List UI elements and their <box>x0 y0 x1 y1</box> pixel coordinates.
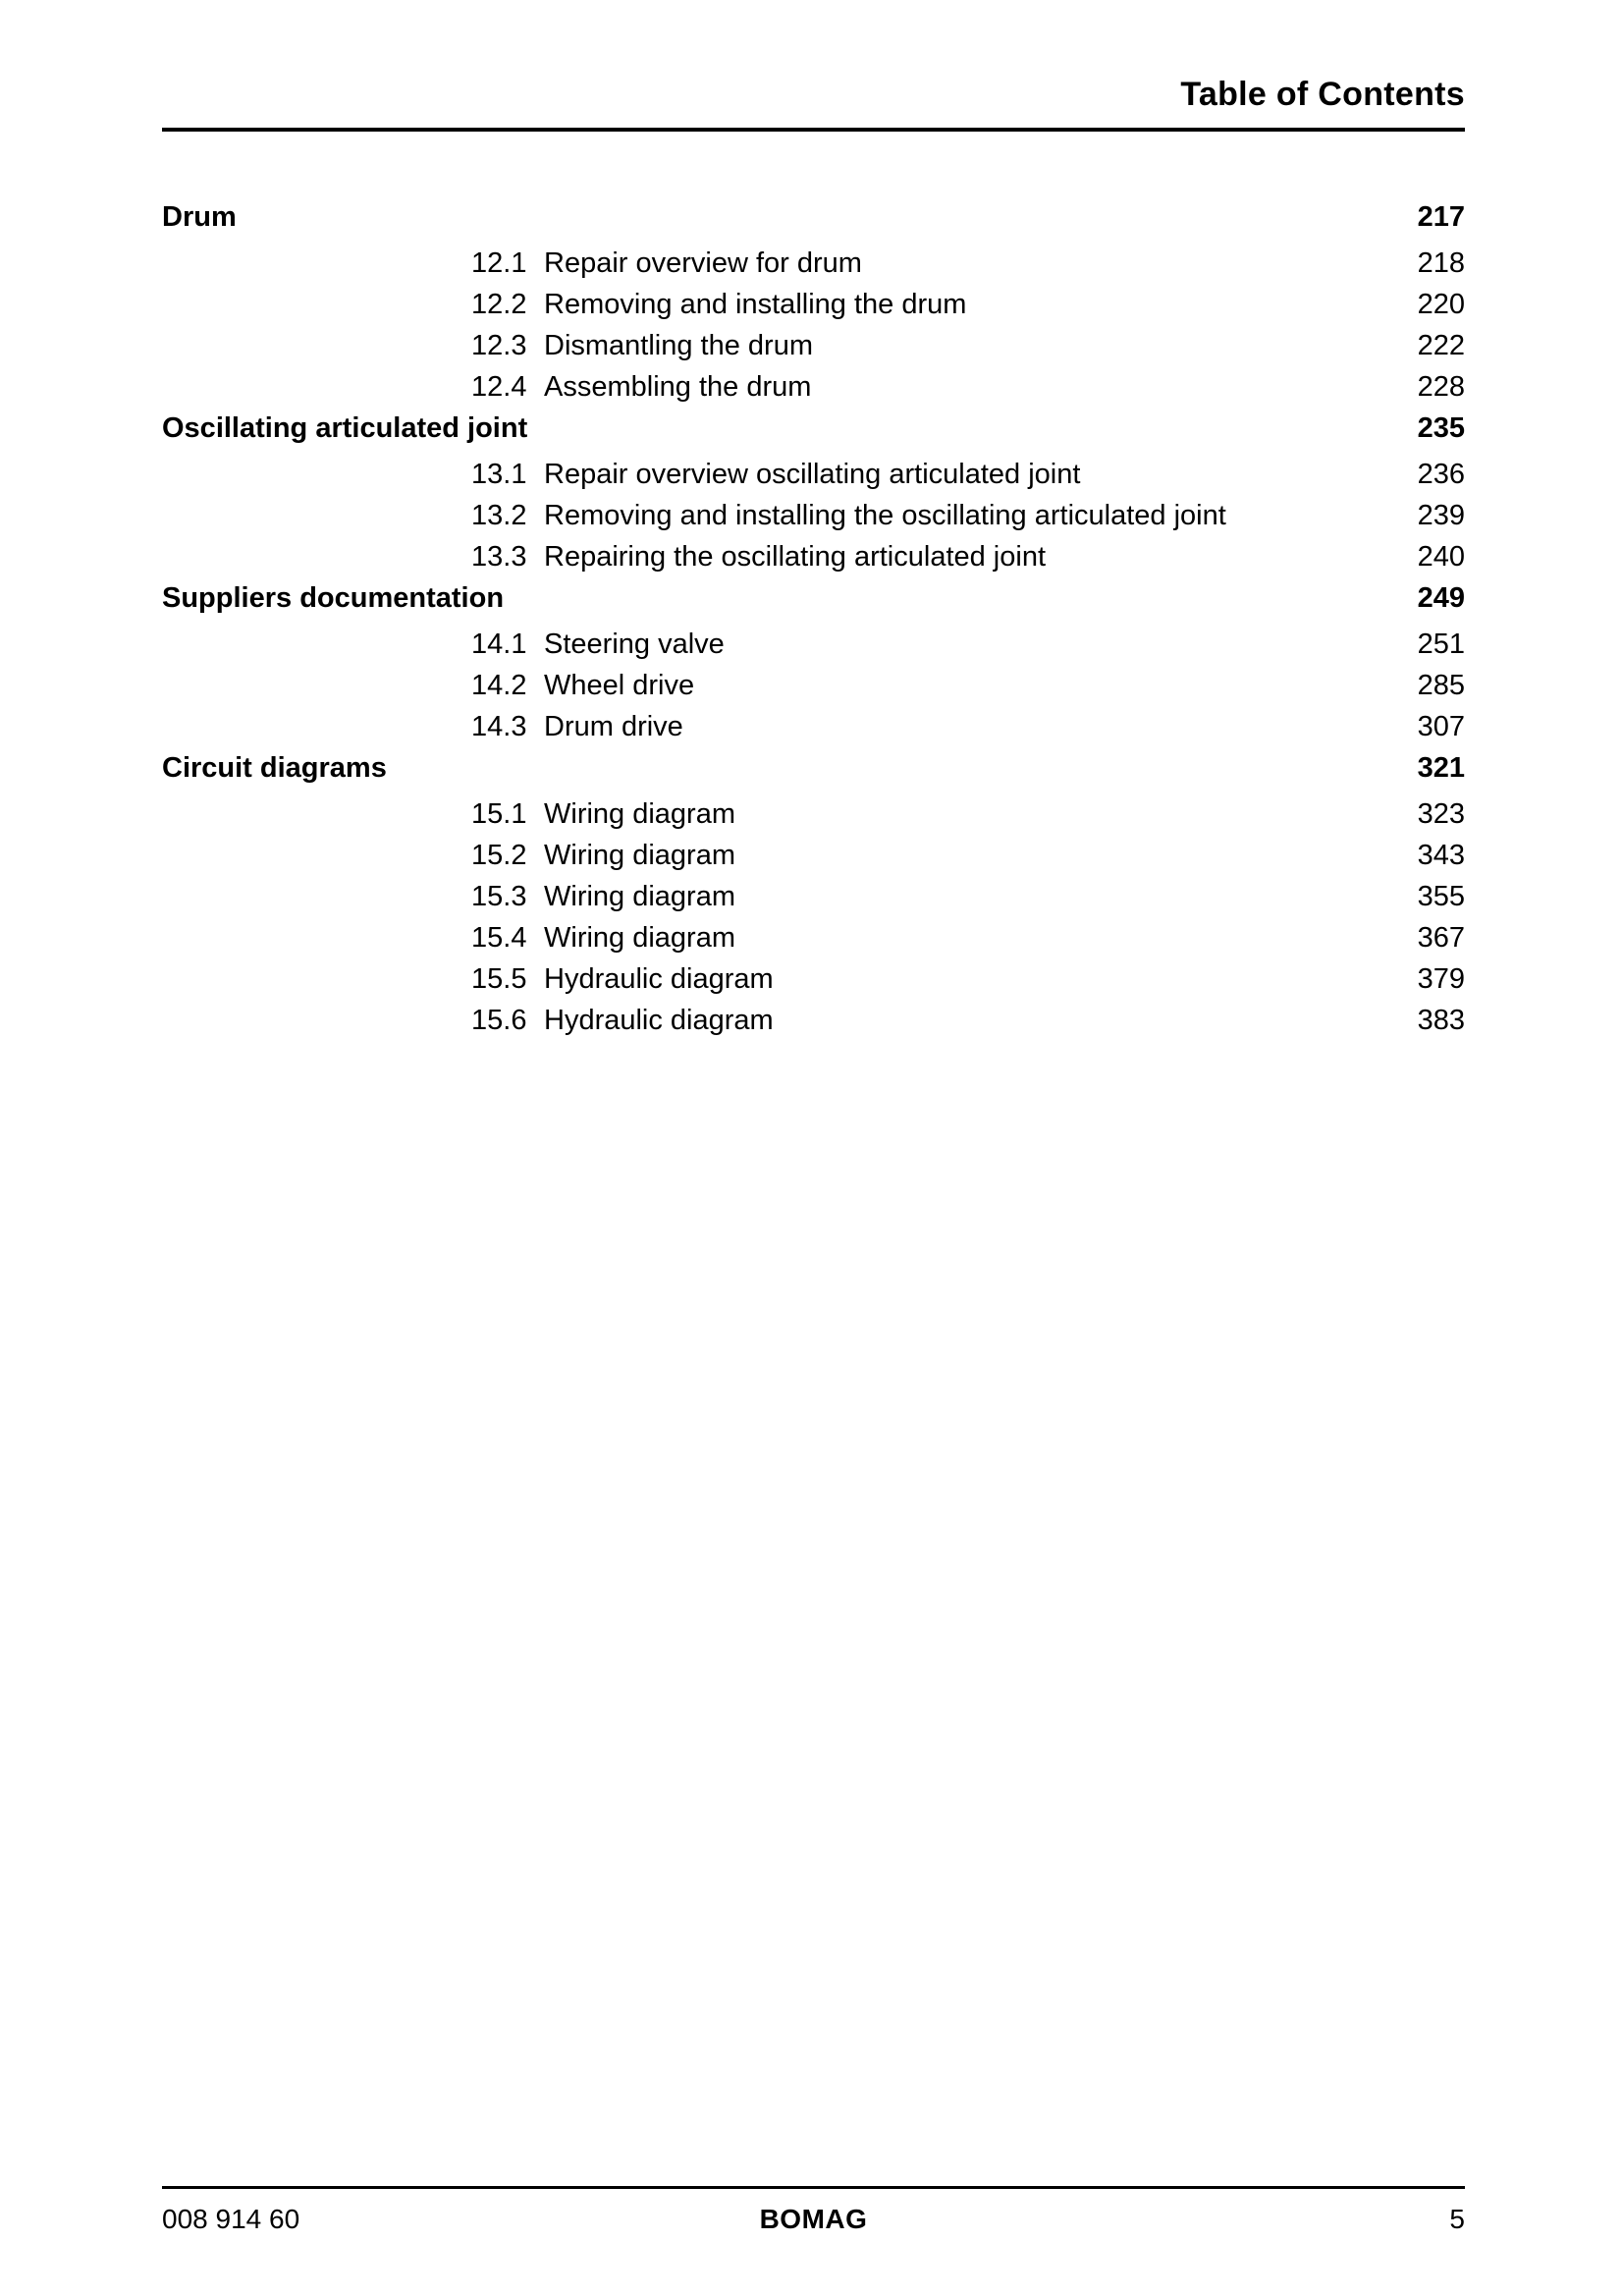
toc-section-number: 12.3 <box>471 330 527 361</box>
toc-section-title: Hydraulic diagram <box>544 1005 774 1036</box>
toc-section-row <box>162 958 1465 1000</box>
toc-section-title: Wiring diagram <box>544 881 735 912</box>
footer-doc-number: 008 914 60 <box>162 2204 300 2234</box>
toc-section-page: 228 <box>1417 371 1465 403</box>
toc-section-page: 379 <box>1417 963 1465 995</box>
toc-section-title: Wiring diagram <box>544 922 735 954</box>
toc-chapter-page: 249 <box>1417 582 1465 614</box>
toc-section-row <box>162 835 1465 876</box>
toc-chapter-title: Circuit diagrams <box>162 752 387 784</box>
toc-section-number: 12.2 <box>471 289 527 320</box>
toc-section-title: Dismantling the drum <box>544 330 813 361</box>
toc-section-row <box>162 624 1465 665</box>
toc-section-page: 355 <box>1417 881 1465 912</box>
toc-section-row <box>162 876 1465 917</box>
toc-section-page: 323 <box>1417 798 1465 830</box>
toc-chapter-page: 321 <box>1417 752 1465 784</box>
toc-section-title: Assembling the drum <box>544 371 812 403</box>
toc-section-number: 13.1 <box>471 459 527 490</box>
toc-section-number: 15.1 <box>471 798 527 830</box>
toc-section-row <box>162 495 1465 536</box>
footer-divider <box>162 2186 1465 2189</box>
toc-section-row <box>162 454 1465 495</box>
toc-section-title: Repairing the oscillating articulated joint <box>544 541 1047 573</box>
toc-section-number: 15.4 <box>471 922 527 954</box>
toc-section-page: 307 <box>1417 711 1465 742</box>
toc-section-number: 12.1 <box>471 247 527 279</box>
toc-section-page: 343 <box>1417 840 1465 871</box>
toc-section-page: 240 <box>1417 541 1465 573</box>
toc-section-title: Wiring diagram <box>544 840 735 871</box>
toc-section-number: 15.6 <box>471 1005 527 1036</box>
toc-section-number: 13.2 <box>471 500 527 531</box>
footer-brand: BOMAG <box>759 2204 868 2234</box>
toc-section-row <box>162 1000 1465 1041</box>
toc-chapter-page: 217 <box>1417 201 1465 233</box>
toc-section-row <box>162 284 1465 325</box>
toc-section-number: 13.3 <box>471 541 527 573</box>
toc-section-number: 14.3 <box>471 711 527 742</box>
toc-section-title: Removing and installing the drum <box>544 289 967 320</box>
toc-section-page: 383 <box>1417 1005 1465 1036</box>
toc-section-title: Wiring diagram <box>544 798 735 830</box>
footer-line <box>162 2203 1465 2236</box>
toc-section-title: Repair overview oscillating articulated joint <box>544 459 1081 490</box>
toc-section-title: Removing and installing the oscillating articulated joint <box>544 500 1226 531</box>
toc-chapter-row <box>162 577 1465 619</box>
toc-section-row <box>162 243 1465 284</box>
toc-section-number: 15.3 <box>471 881 527 912</box>
toc-section-title: Hydraulic diagram <box>544 963 774 995</box>
toc-section-number: 15.2 <box>471 840 527 871</box>
toc-section-row <box>162 706 1465 747</box>
toc-section-row <box>162 793 1465 835</box>
toc-section-page: 367 <box>1417 922 1465 954</box>
toc-section-page: 239 <box>1417 500 1465 531</box>
footer-page-number: 5 <box>1449 2204 1465 2234</box>
toc-section-page: 222 <box>1417 330 1465 361</box>
page-footer <box>162 2186 1465 2236</box>
page-content <box>162 0 1465 1041</box>
toc-section-number: 15.5 <box>471 963 527 995</box>
toc-section-row <box>162 366 1465 408</box>
page-header <box>162 0 1465 132</box>
toc-section-page: 251 <box>1417 629 1465 660</box>
toc-section-page: 218 <box>1417 247 1465 279</box>
toc-section-page: 285 <box>1417 670 1465 701</box>
toc-chapter-row <box>162 747 1465 789</box>
toc-chapter-title: Oscillating articulated joint <box>162 412 528 444</box>
toc-section-page: 236 <box>1417 459 1465 490</box>
toc-section-row <box>162 665 1465 706</box>
toc-section-title: Wheel drive <box>544 670 695 701</box>
toc-section-row <box>162 536 1465 577</box>
toc-section-number: 12.4 <box>471 371 527 403</box>
header-divider <box>162 128 1465 132</box>
page-header-title: Table of Contents <box>1180 76 1465 113</box>
toc-chapter-title: Drum <box>162 201 237 233</box>
table-of-contents <box>162 196 1465 1041</box>
toc-section-title: Steering valve <box>544 629 725 660</box>
toc-section-page: 220 <box>1417 289 1465 320</box>
toc-section-title: Repair overview for drum <box>544 247 862 279</box>
toc-chapter-title: Suppliers documentation <box>162 582 505 614</box>
toc-chapter-row <box>162 196 1465 238</box>
toc-chapter-page: 235 <box>1417 412 1465 444</box>
toc-chapter-row <box>162 408 1465 449</box>
toc-section-number: 14.1 <box>471 629 527 660</box>
toc-section-row <box>162 917 1465 958</box>
toc-section-row <box>162 325 1465 366</box>
toc-section-title: Drum drive <box>544 711 683 742</box>
toc-section-number: 14.2 <box>471 670 527 701</box>
